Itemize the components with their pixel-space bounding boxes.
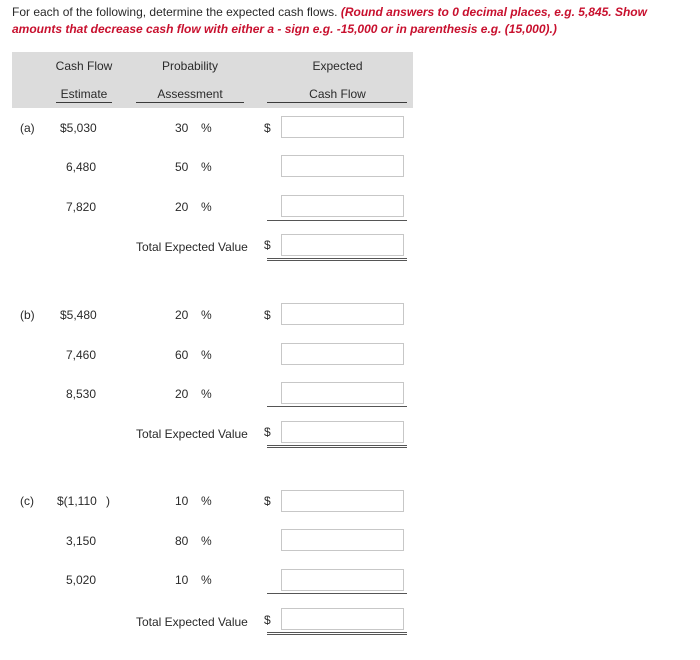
instructions: [12, 4, 697, 38]
group-b-expected-input-3[interactable]: [281, 382, 404, 404]
group-b-estimate-1: $5,480: [60, 308, 97, 322]
group-b-total-input[interactable]: [281, 421, 404, 443]
group-a-estimate-3: 7,820: [66, 200, 97, 214]
group-c-expected-input-1[interactable]: [281, 490, 404, 512]
dollar-sign: $: [264, 238, 271, 252]
group-a-prob-3: 20: [175, 200, 189, 214]
group-c-estimate-3: 5,020: [66, 573, 97, 587]
group-a-prob-1: 30: [175, 121, 189, 135]
group-c-estimate-2: 3,150: [66, 534, 97, 548]
group-b-expected-input-2[interactable]: [281, 343, 404, 365]
group-c-total-input[interactable]: [281, 608, 404, 630]
header-cash-flow-2: Cash Flow: [309, 87, 366, 101]
group-c-estimate-1: $(1,110: [57, 494, 97, 508]
group-b-tag: (b): [20, 308, 35, 322]
percent-sign: %: [201, 160, 212, 174]
header-cash-flow-underline: [267, 102, 407, 103]
group-a-total-input[interactable]: [281, 234, 404, 256]
group-c-prob-2: 80: [175, 534, 189, 548]
group-b-estimate-2: 7,460: [66, 348, 97, 362]
group-b-subtotal-rule: [267, 406, 407, 407]
instructions-highlight: (Round answers to 0 decimal places, e.g. 5,845. Show amounts that decrease cash flow with either a - sign e.g. -15,000 or in parenthesis e.g. (15,000).): [12, 5, 647, 36]
group-a-estimate-1: $5,030: [60, 121, 97, 135]
group-b-total-double-rule: [267, 445, 407, 448]
group-b-expected-input-1[interactable]: [281, 303, 404, 325]
group-a-prob-2: 50: [175, 160, 189, 174]
percent-sign: %: [201, 308, 212, 322]
group-a-total-double-rule: [267, 258, 407, 261]
header-expected: Expected: [312, 59, 363, 73]
group-a-expected-input-1[interactable]: [281, 116, 404, 138]
header-assessment: Assessment: [157, 87, 223, 101]
percent-sign: %: [201, 387, 212, 401]
group-c-total-label: Total Expected Value: [136, 615, 248, 629]
group-b-estimate-3: 8,530: [66, 387, 97, 401]
percent-sign: %: [201, 200, 212, 214]
group-a-subtotal-rule: [267, 220, 407, 221]
percent-sign: %: [201, 121, 212, 135]
group-a-expected-input-2[interactable]: [281, 155, 404, 177]
header-estimate: Estimate: [60, 87, 108, 101]
group-c-prob-1: 10: [175, 494, 189, 508]
header-estimate-underline: [56, 102, 112, 103]
dollar-sign: $: [264, 425, 271, 439]
dollar-sign: $: [264, 494, 271, 508]
group-c-tag: (c): [20, 494, 34, 508]
group-c-prob-3: 10: [175, 573, 189, 587]
group-a-total-label: Total Expected Value: [136, 240, 248, 254]
instructions-text: For each of the following, determine the expected cash flows.: [12, 5, 341, 19]
header-assessment-underline: [136, 102, 244, 103]
group-b-prob-1: 20: [175, 308, 189, 322]
group-a-estimate-2: 6,480: [66, 160, 97, 174]
percent-sign: %: [201, 534, 212, 548]
group-c-expected-input-2[interactable]: [281, 529, 404, 551]
dollar-sign: $: [264, 308, 271, 322]
group-b-total-label: Total Expected Value: [136, 427, 248, 441]
header-cash-flow: Cash Flow: [55, 59, 113, 73]
percent-sign: %: [201, 573, 212, 587]
group-c-estimate-1-close: ): [106, 494, 110, 508]
group-c-subtotal-rule: [267, 593, 407, 594]
group-a-tag: (a): [20, 121, 35, 135]
group-c-expected-input-3[interactable]: [281, 569, 404, 591]
group-a-expected-input-3[interactable]: [281, 195, 404, 217]
percent-sign: %: [201, 348, 212, 362]
group-b-prob-3: 20: [175, 387, 189, 401]
group-c-total-double-rule: [267, 632, 407, 635]
group-b-prob-2: 60: [175, 348, 189, 362]
percent-sign: %: [201, 494, 212, 508]
dollar-sign: $: [264, 121, 271, 135]
dollar-sign: $: [264, 613, 271, 627]
header-probability: Probability: [161, 59, 219, 73]
